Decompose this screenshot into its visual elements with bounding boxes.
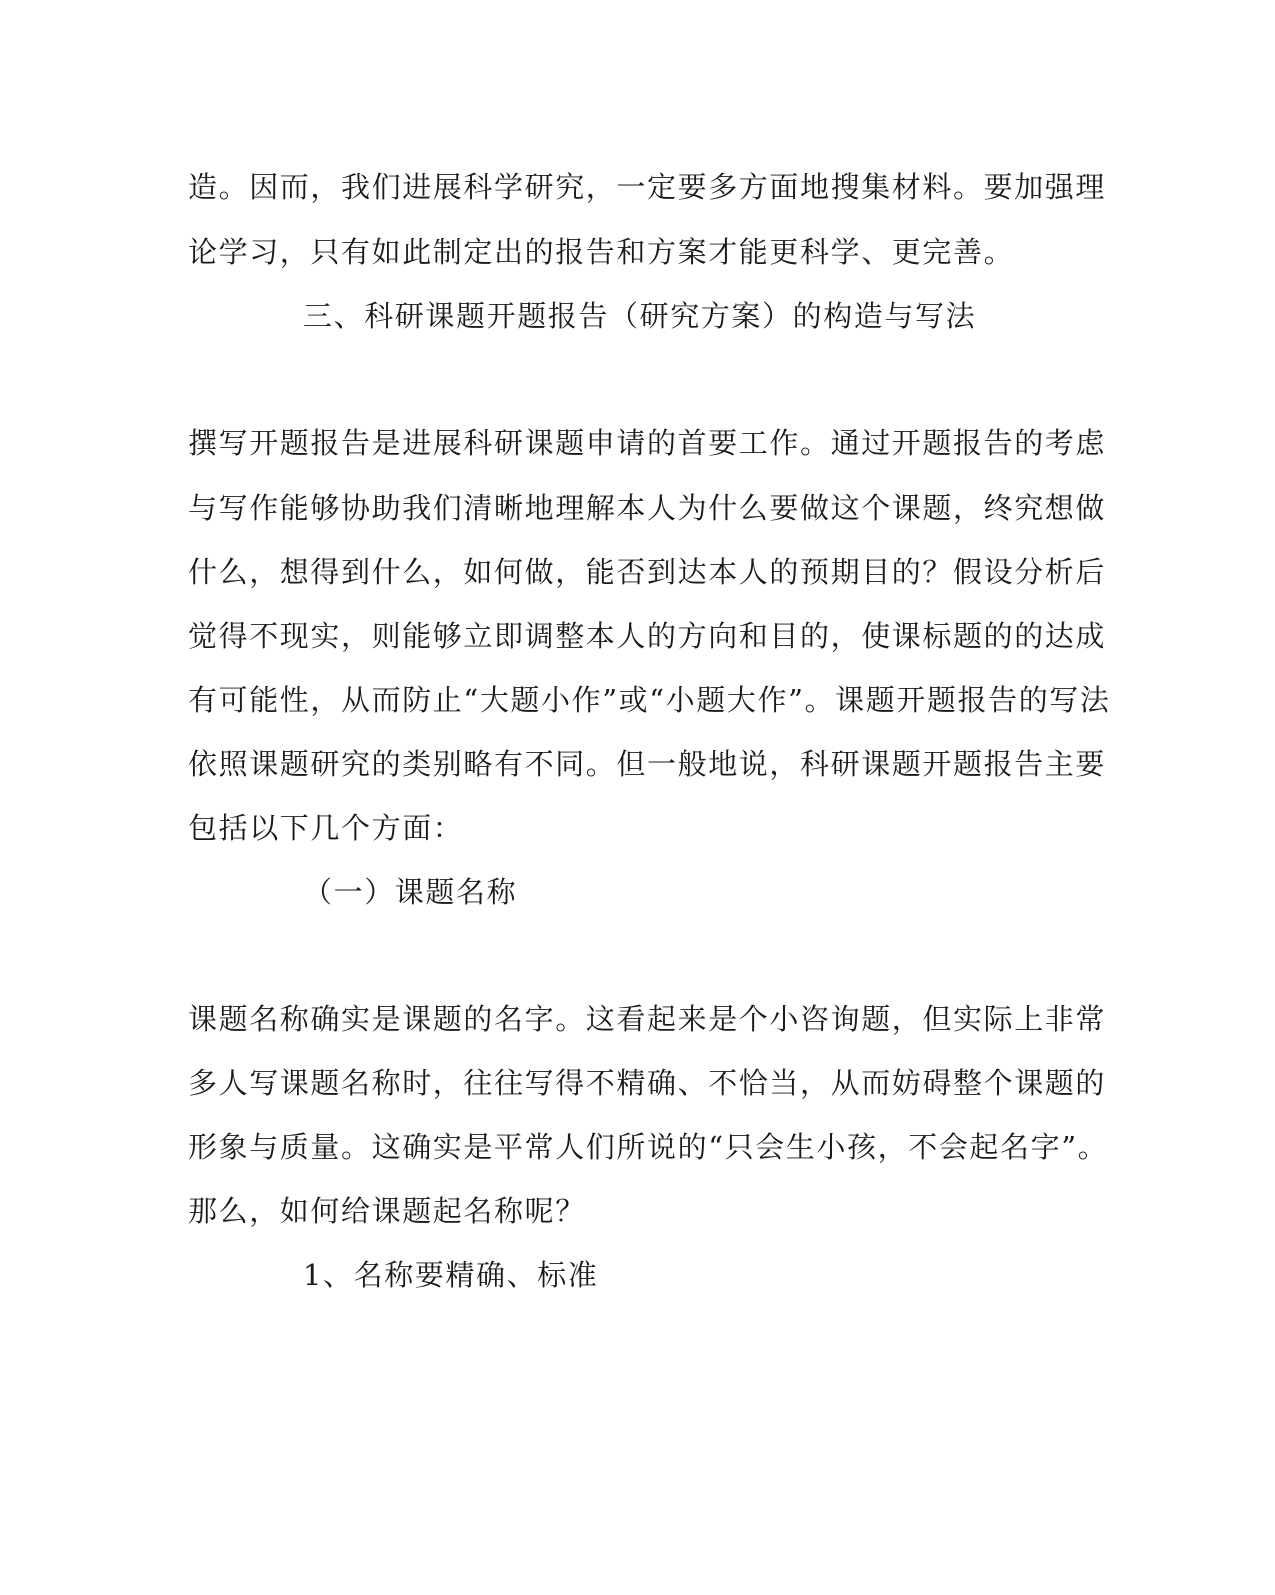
paragraph-3-line-4: 那么，如何给课题起名称呢？: [188, 1194, 586, 1228]
paragraph-2-line-3: 什么，想得到什么，如何做，能否到达本人的预期目的？假设分析后: [188, 555, 1107, 589]
paragraph-1-line-1: 造。因而，我们进展科学研究，一定要多方面地搜集材料。要加强理: [188, 170, 1107, 204]
paragraph-2-line-6: 依照课题研究的类别略有不同。但一般地说，科研课题开题报告主要: [188, 747, 1107, 781]
paragraph-2-line-4: 觉得不现实，则能够立即调整本人的方向和目的，使课标题的的达成: [188, 619, 1107, 653]
item-1-heading: 1、名称要精确、标准: [303, 1258, 599, 1292]
paragraph-2-line-2: 与写作能够协助我们清晰地理解本人为什么要做这个课题，终究想做: [188, 491, 1107, 525]
paragraph-1-line-2: 论学习，只有如此制定出的报告和方案才能更科学、更完善。: [188, 235, 1015, 269]
paragraph-3-line-1: 课题名称确实是课题的名字。这看起来是个小咨询题，但实际上非常: [188, 1002, 1107, 1036]
paragraph-2-line-1: 撰写开题报告是进展科研课题申请的首要工作。通过开题报告的考虑: [188, 426, 1107, 460]
section-3-heading: 三、科研课题开题报告（研究方案）的构造与写法: [303, 299, 977, 333]
paragraph-3-line-2: 多人写课题名称时，往往写得不精确、不恰当，从而妨碍整个课题的: [188, 1066, 1107, 1100]
paragraph-3-line-3: 形象与质量。这确实是平常人们所说的“只会生小孩，不会起名字”。: [188, 1130, 1109, 1164]
subsection-1-heading: （一）课题名称: [303, 875, 518, 909]
paragraph-2-line-5: 有可能性，从而防止“大题小作”或“小题大作”。课题开题报告的写法: [188, 683, 1111, 717]
paragraph-2-line-7: 包括以下几个方面：: [188, 811, 464, 845]
